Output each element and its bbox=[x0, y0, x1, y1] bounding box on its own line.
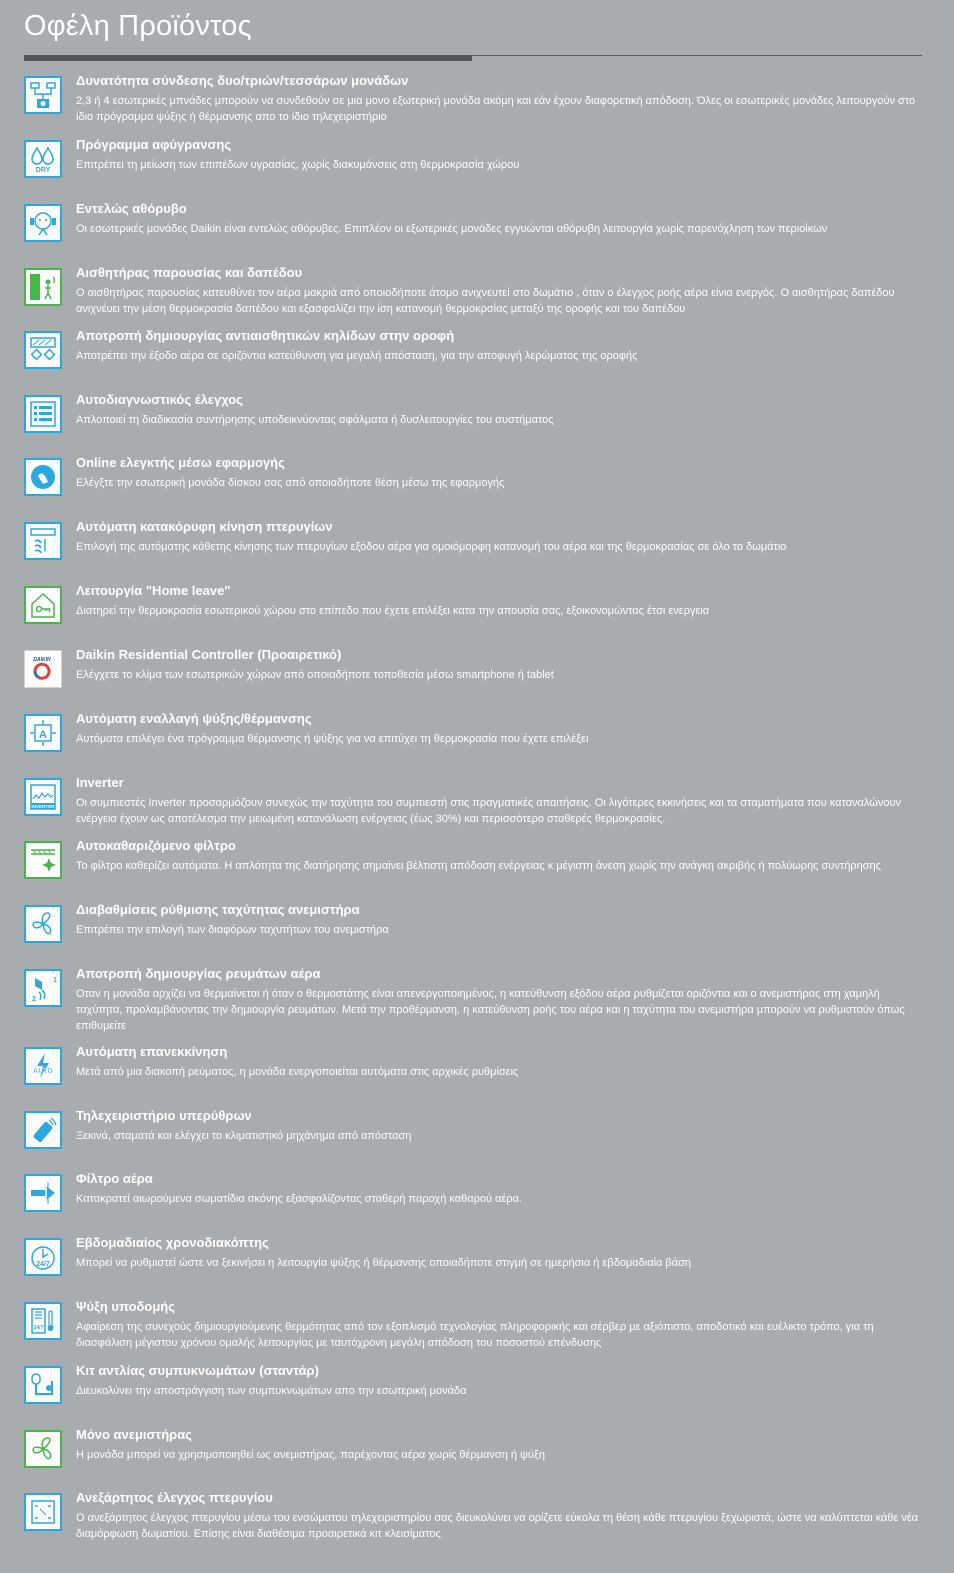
feature-title: Inverter bbox=[76, 775, 124, 790]
weekly-timer-icon bbox=[24, 1238, 62, 1276]
infrared-remote-icon bbox=[24, 1111, 62, 1149]
feature-description: Οι εσωτερικές μονάδες Daikin είναι εντελώς αθόρυβες. Επιπλέον οι εξωτερικές μονάδες εγγυώνται αθόρυβη λειτουργία χωρίς παρενόχληση των περιοίκων bbox=[76, 223, 828, 235]
feature-description: 2,3 ή 4 εσωτερικές μπνάδες μπορούν να συνδεθούν σε μια μονο εξωτερική μονάδα ακόμη και εάν έχουν διαφορετική απόδοση. Όλες οι εσωτερικές μονάδες λειτουργούν στο ίδιο πρόγραμμα ψύξης ή θέρμανσης απο το ίδιο τηλεχειριστήριο bbox=[76, 95, 916, 123]
svg-text:DAIKIN: DAIKIN bbox=[33, 657, 51, 663]
feature-title: Εντελώς αθόρυβο bbox=[76, 201, 187, 216]
ceiling-soiling-icon bbox=[24, 331, 62, 369]
feature-description: Αποτρέπει την έξοδο αέρα σε οριζόντια κατεύθυνση για μεγαλή απόσταση, για την αποφυγή λερώματος της οροφής bbox=[76, 350, 638, 362]
daikin-controller-icon bbox=[24, 650, 62, 688]
feature-description: Μπορεί να ρυθμιστεί ώστε να ξεκινήσει η λειτουργία ψύξης ή θέρμανσης οποιαδήποτε στιγμή σε ημερήσια ή εβδομαδιαία βάση bbox=[76, 1257, 692, 1269]
feature-title: Αυτόματη επανεκκίνηση bbox=[76, 1044, 228, 1059]
fan-only-icon bbox=[24, 1430, 62, 1468]
svg-text:AUTO: AUTO bbox=[33, 1068, 53, 1075]
feature-title: Πρόγραμμα αφύγρανσης bbox=[76, 137, 232, 152]
svg-text:INVERTER: INVERTER bbox=[31, 804, 55, 809]
self-cleaning-filter-icon bbox=[24, 841, 62, 879]
silent-icon bbox=[24, 204, 62, 242]
feature-description: Ελέγχετε το κλίμα των εσωτερικών χώρων από οποιαδήποτε τοποθεσία μέσω smartphone ή tablet bbox=[76, 669, 554, 681]
feature-description: Αυτόματα επιλέγει ένα πρόγραμμα θέρμανσης ή ψύξης για να επιτύχει τη θερμοκρασία που έχετε επιλέξει bbox=[76, 733, 589, 745]
feature-title: Φίλτρο αέρα bbox=[76, 1171, 153, 1186]
feature-title: Μόνο ανεμιστήρας bbox=[76, 1427, 192, 1442]
feature-title: Αισθητήρας παρουσίας και δαπέδου bbox=[76, 265, 303, 280]
air-filter-icon bbox=[24, 1174, 62, 1212]
presence-sensor-icon bbox=[24, 268, 62, 306]
draught-prevention-icon bbox=[24, 969, 62, 1007]
svg-text:24/7: 24/7 bbox=[36, 1261, 50, 1268]
multi-unit-icon bbox=[24, 76, 62, 114]
feature-title: Κιτ αντλίας συμπυκνωμάτων (σταντάρ) bbox=[76, 1363, 319, 1378]
auto-changeover-icon bbox=[24, 714, 62, 752]
feature-title: Daikin Residential Controller (Προαιρετικό) bbox=[76, 647, 342, 662]
feature-description: Επιλογή της αυτόματης κάθετης κίνησης των πτερυγίων εξόδου αέρα για ομοιόμορφη κατανομή του αέρα και της θερμοκρασίας σε όλο το δωμάτιο bbox=[76, 541, 787, 553]
online-controller-icon bbox=[24, 458, 62, 496]
svg-text:24/7: 24/7 bbox=[33, 1325, 44, 1331]
feature-description: Επιτρέπει τη μείωση των επιπέδων υγρασίας, χωρίς διακυμάνσεις στη θερμοκρασία χώρου bbox=[76, 159, 520, 171]
feature-title: Αυτόματη εναλλαγή ψύξης/θέρμανσης bbox=[76, 711, 312, 726]
svg-text:1: 1 bbox=[53, 977, 57, 984]
feature-title: Αυτόματη κατακόρυφη κίνηση πτερυγίων bbox=[76, 519, 333, 534]
feature-title: Αυτοδιαγνωστικός έλεγχος bbox=[76, 392, 243, 407]
feature-title: Ανεξάρτητος έλεγχος πτερυγίου bbox=[76, 1490, 273, 1505]
svg-text:2: 2 bbox=[32, 996, 36, 1002]
feature-description: Διατηρεί την θερμοκρασία εσωτερικού χώρου στο επίπεδο που έχετε επιλέξει κατα την απουσία σας, εξοικονομώντας έτσι ενεργεια bbox=[76, 605, 710, 617]
feature-description: Η μονάδα μπορεί να χρησιμοποιηθεί ως ανεμιστήρας, παρέχοντας αέρα χωρίς θέρμανση ή ψύξη bbox=[76, 1449, 545, 1461]
feature-description: Κατακρατεί αιωρούμενα σωματίδια σκόνης εξασφαλίζοντας σταθερή παροχή καθαρού αέρα. bbox=[76, 1193, 522, 1205]
feature-description: Απλοποιεί τη διαδικασία συντήρησης υποδεικνύοντας σφάλματα ή δυσλειτουργίες του συστήματος bbox=[76, 414, 554, 426]
feature-description: Το φίλτρο καθερίζει αυτόματα. Η απλότητα της διατήρησης σημαίνει βέλτιστη απόδοση ενέργειας κ μέγιστη άνεση χωρίς την ανάγκη ακριβής ή πολύωρης συντήρησης bbox=[76, 860, 881, 872]
individual-flap-icon bbox=[24, 1493, 62, 1531]
feature-description: Διευκολύνει την αποστράγγιση των συμπυκνωμάτων απο την εσωτερική μονάδα bbox=[76, 1385, 467, 1397]
drain-pump-icon bbox=[24, 1366, 62, 1404]
fan-speed-icon bbox=[24, 905, 62, 943]
feature-title: Online ελεγκτής μέσω εφαρμογής bbox=[76, 455, 285, 470]
feature-description: Ο ανεξάρτητος έλεγχος πτερυγίου μέσω του ενσώματου τηλεχειριστηρίου σας διευκολύνει να ορίζετε εύκολα τη θέση κάθε πτερυγίου ξεχωριστά, ώστε να καλύπτεται κάθε νέα διαμόρφωση δωματίου. Επίσης είναι διαθέσιμα προαιρετικά κιτ κλεισίματος bbox=[76, 1512, 919, 1540]
page-title: Οφέλη Προϊόντος bbox=[24, 10, 252, 42]
feature-description: Επιτρέπει την επιλογή των διαφόρων ταχυτήτων του ανεμιστήρα bbox=[76, 924, 389, 936]
feature-description: Οταν η μονάδα αρχίζει να θερμαίνεται ή όταν ο θερμοστάτης είναι απενεργοποιημένος, η κατεύθυνση εξόδου αέρα ρυθμίζεται οριζόντια και ο ανεμιστήρας στη χαμηλή ταχύτητα, προλαμβάνοντας την δημιουργία ρευμάτων. Μετά την προθέρμανση, η κατεύθυνση ροής του αέρα και η ταχύτητα του ανεμιστήρα μπορούν να ρυθμιστούν όπως επιθυμείτε bbox=[76, 988, 905, 1032]
feature-title: Διαβαθμίσεις ρύθμισης ταχύτητας ανεμιστήρα bbox=[76, 902, 360, 917]
feature-title: Ψύξη υποδομής bbox=[76, 1299, 176, 1314]
self-diagnosis-icon bbox=[24, 395, 62, 433]
auto-restart-icon bbox=[24, 1047, 62, 1085]
feature-title: Τηλεχειριστήριο υπερύθρων bbox=[76, 1108, 252, 1123]
technical-cooling-icon bbox=[24, 1302, 62, 1340]
feature-description: Μετά από μια διακοπή ρεύματος, η μονάδα ενεργοποιείται αυτόματα στις αρχικές ρυθμίσεις bbox=[76, 1066, 519, 1078]
feature-title: Αυτοκαθαριζόμενο φίλτρο bbox=[76, 838, 236, 853]
feature-description: Ξεκινά, σταματά και ελέγχει το κλιματιστικό μηχάνημα από απόσταση bbox=[76, 1130, 412, 1142]
feature-description: Αφαίρεση της συνεχούς δημιουργιούμενης θερμότητας από τον εξοπλισμό τεχνολογίας πληροφορικής και σέρβερ με αξιόπιστο, αποδοτικό και ευέλικτο τρόπο, για τη διασφάλιση μέγιστου χρόνου ομαλής λειτουργίας με ταυτόχρονη μεγάλη απόδοση του ποσοστού επένδυσης bbox=[76, 1321, 874, 1349]
svg-text:DRY: DRY bbox=[35, 167, 51, 173]
home-leave-icon bbox=[24, 586, 62, 624]
title-divider-accent bbox=[24, 55, 472, 61]
feature-title: Αποτροπή δημιουργίας ρευμάτων αέρα bbox=[76, 966, 321, 981]
feature-title: Αποτροπή δημιουργίας αντιαισθητικών κηλίδων στην οροφή bbox=[76, 328, 455, 343]
feature-title: Δυνατότητα σύνδεσης δυο/τριών/τεσσάρων μονάδων bbox=[76, 73, 409, 88]
feature-title: Λειτουργία "Home leave" bbox=[76, 583, 231, 598]
dry-program-icon bbox=[24, 140, 62, 178]
feature-title: Εβδομαδιαίος χρονοδιακόπτης bbox=[76, 1235, 269, 1250]
feature-description: Οι συμπιεστές Inverter προσαρμόζουν συνεχώς την ταχύτητα του συμπιεστή στις πραγματικές απαιτήσεις. Οι λιγότερες εκκινήσεις και τα σταματήματα που καταναλώνουν ενέργεια έχουν ως αποτέλεσμα την μειωμένη κατανάλωση ενέργειας (έως 30%) και περισσότερο σταθερές θερμοκρασίες. bbox=[76, 797, 901, 825]
feature-description: Ελέγξτε την εσωτερική μονάδα δίσκου σας από οποιαδήποτε θέση μέσω της εφαρμογής bbox=[76, 477, 505, 489]
svg-text:A: A bbox=[39, 729, 47, 741]
feature-description: Ο αισθητήρας παρουσίας κατευθύνει τον αέρα μακριά από οποιοδήποτε άτομο ανιχνευτεί στο δωμάτιο , όταν ο έλεγχος ροής αέρα είνια ενεργός. Ο αισθητήρας δαπέδου ανιχνέυει την μέση θερμοκρασία δαπέδου και εξασφαλίζει την ίση κατανομή θερμοκρσίας μεταξύ της οροφής και του δαπέδου bbox=[76, 287, 895, 315]
vertical-swing-icon bbox=[24, 522, 62, 560]
inverter-icon bbox=[24, 778, 62, 816]
